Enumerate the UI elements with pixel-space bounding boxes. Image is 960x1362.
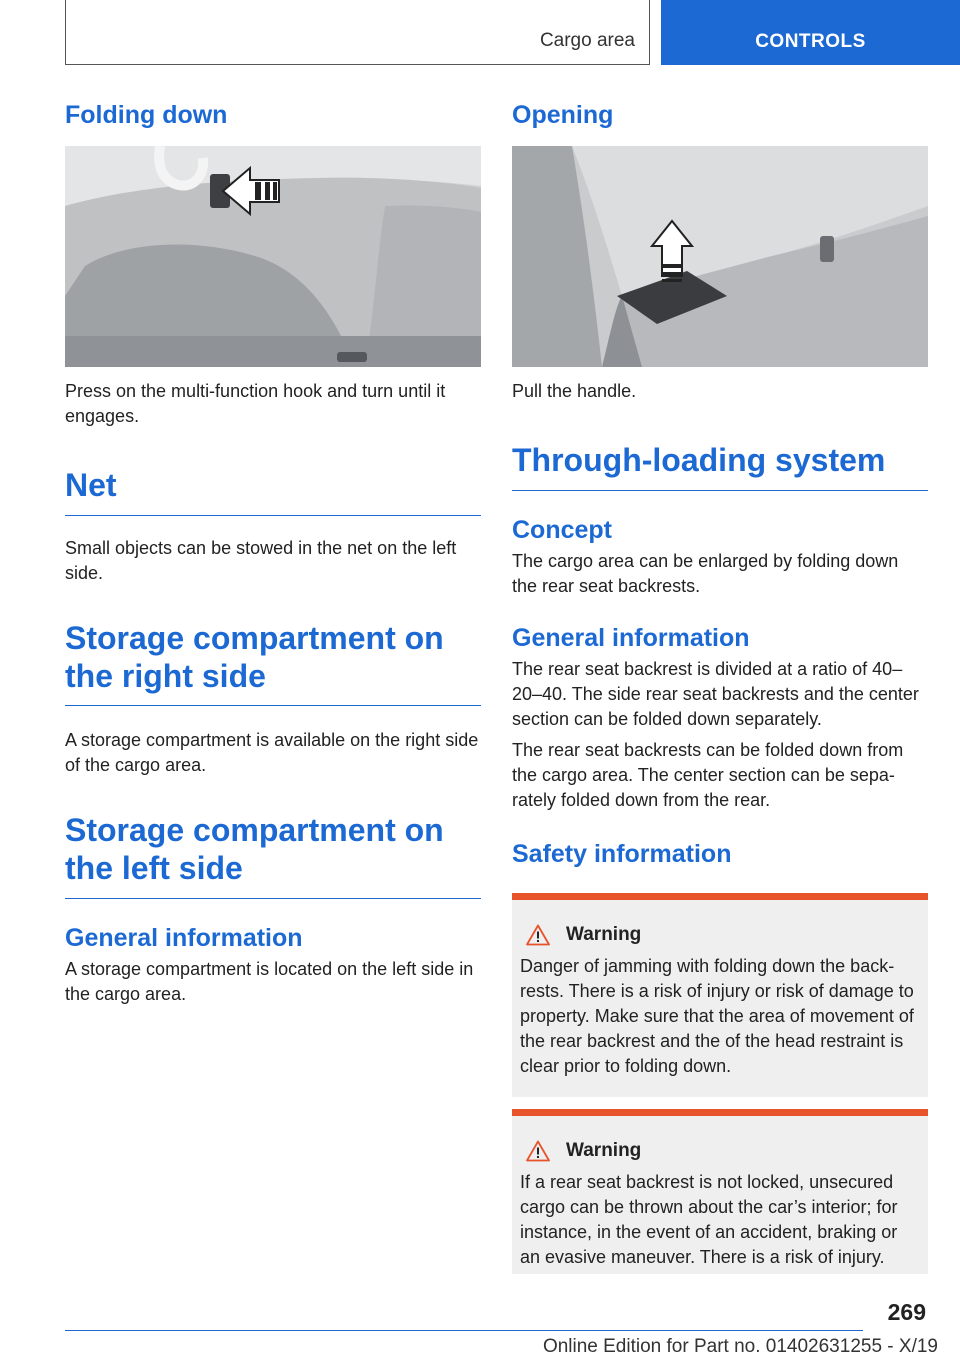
left-column	[65, 100, 481, 1007]
section-title: Cargo area	[539, 30, 635, 51]
header-section-box	[65, 0, 650, 65]
warning-title: Warning	[566, 1139, 642, 1161]
multi-function-hook-image	[65, 146, 481, 367]
folding-down-caption: Press on the multi-function hook and turn until it engages.	[65, 381, 446, 426]
right-general-text-2: The rear seat backrests can be folded down from the cargo area. The center section can be separately folded down from the rear.	[512, 739, 904, 810]
footer-edition: Online Edition for Part no. 01402631255 - X/19	[542, 1336, 938, 1357]
backrest-handle-image	[512, 146, 928, 367]
warning-box	[512, 1109, 928, 1274]
left-general-text: A storage compartment is located on the left side in the cargo area.	[65, 958, 474, 1004]
concept-heading: Concept	[512, 515, 612, 544]
concept-text: The cargo area can be enlarged by folding down the rear seat backrests.	[512, 550, 899, 596]
opening-caption: Pull the handle.	[512, 381, 637, 401]
safety-heading: Safety information	[512, 839, 732, 868]
opening-heading: Opening	[512, 101, 614, 129]
net-heading: Net	[65, 467, 481, 516]
page-number: 269	[887, 1299, 926, 1325]
warning-text: Danger of jamming with folding down the backrests. There is a risk of injury or risk of damage to property. Make sure that the area of movement of the rear backrest and the of the head restraint is clear prior to folding down.	[520, 955, 914, 1076]
warning-text: If a rear seat backrest is not locked, unsecured cargo can be thrown about the car’s interior; for instance, in the event of an accident, braking or an evasive maneuver. There is a risk of injury.	[520, 1171, 898, 1267]
warning-triangle-icon	[526, 1140, 550, 1162]
right-storage-heading: Storage compartment on the right side	[65, 620, 481, 707]
left-general-heading: General information	[65, 923, 303, 952]
chapter-tab[interactable]	[661, 0, 960, 65]
warning-box	[512, 893, 928, 1097]
right-general-heading: General information	[512, 623, 750, 652]
left-storage-heading: Storage compartment on the left side	[65, 812, 481, 899]
right-storage-text: A storage compartment is available on the right side of the cargo area.	[65, 730, 479, 776]
net-text: Small objects can be stowed in the net on the left side.	[65, 537, 457, 583]
chapter-title: CONTROLS	[755, 31, 866, 52]
right-column	[512, 100, 928, 1274]
through-loading-heading: Through-loading system	[512, 442, 928, 491]
right-general-text-1: The rear seat backrest is divided at a ratio of 40–20–40. The side rear seat backrests and the center section can be folded down separately.	[512, 658, 919, 729]
warning-title: Warning	[566, 923, 642, 945]
warning-triangle-icon	[526, 924, 550, 946]
footer-divider	[65, 1330, 863, 1331]
folding-down-heading: Folding down	[65, 101, 228, 129]
